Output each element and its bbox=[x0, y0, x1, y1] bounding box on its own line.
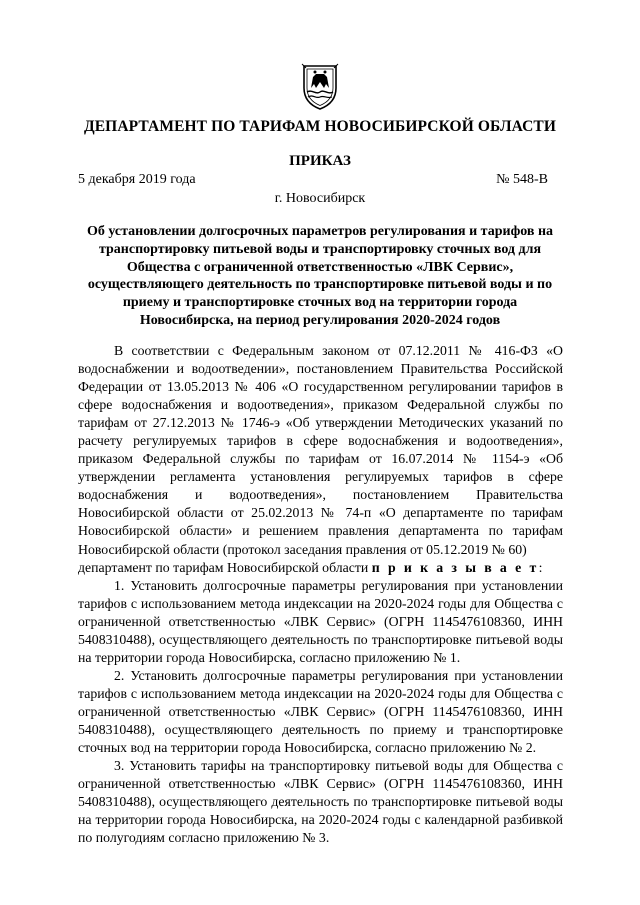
document-type: ПРИКАЗ bbox=[289, 153, 351, 169]
order-colon: : bbox=[538, 559, 543, 575]
order-item-1: 1. Установить долгосрочные параметры регулирования при установлении тарифов с использованием метода индексации на 2020-2024 годы для Общества с ограниченной ответственностью «ЛВК Сервис» (ОГРН 1145476108360, ИНН 5408310488), осуществляющего деятельность по транспортировке питьевой воды на территории города Новосибирска, согласно приложению № 1. bbox=[78, 577, 563, 665]
document-date: 5 декабря 2019 года bbox=[78, 172, 196, 187]
department-name: ДЕПАРТАМЕНТ ПО ТАРИФАМ НОВОСИБИРСКОЙ ОБЛАСТИ bbox=[83, 118, 557, 135]
order-item-3: 3. Установить тарифы на транспортировку питьевой воды для Общества с ограниченной ответственностью «ЛВК Сервис» (ОГРН 1145476108360, ИНН 5408310488), осуществляющего деятельность по транспортировке питьевой воды на территории города Новосибирска, на 2020-2024 годы с календарной разбивкой по полугодиям согласно приложению № 3. bbox=[78, 758, 563, 846]
document-body bbox=[78, 342, 563, 847]
document-number: № 548-В bbox=[496, 172, 548, 187]
document-city: г. Новосибирск bbox=[274, 191, 366, 206]
order-word: п р и к а з ы в а е т bbox=[371, 559, 539, 575]
document-title: Об установлении долгосрочных параметров регулирования и тарифов на транспортировку питьевой воды и транспортировку сточных вод для Общества с ограниченной ответственностью «ЛВК Сервис», осуществляющего деятельность по транспортировке питьевой воды и по приему и транспортировке сточных вод на территории города Новосибирска, на период регулирования 2020-2024 годов bbox=[86, 224, 554, 328]
order-line bbox=[78, 559, 563, 577]
coat-of-arms-icon bbox=[300, 62, 340, 110]
order-lead: департамент по тарифам Новосибирской области bbox=[78, 559, 369, 575]
preamble-paragraph: В соответствии с Федеральным законом от 07.12.2011 № 416-ФЗ «О водоснабжении и водоотведении», постановлением Правительства Российской Федерации от 13.05.2013 № 406 «О государственном регулировании тарифов в сфере водоснабжения и водоотведения», приказом Федеральной службы по тарифам от 27.12.2013 № 1746-э «Об утверждении Методических указаний по расчету регулируемых тарифов в сфере водоснабжения и водоотведения», приказом Федеральной службы по тарифам от 16.07.2014 № 1154-э «Об утверждении регламента установления регулируемых тарифов в сфере водоснабжения и водоотведения», постановлением Правительства Новосибирской области от 25.02.2013 № 74-п «О департаменте по тарифам Новосибирской области» и решением правления департамента по тарифам Новосибирской области (протокол заседания правления от 05.12.2019 № 60) bbox=[78, 343, 563, 557]
order-item-2: 2. Установить долгосрочные параметры регулирования при установлении тарифов с использованием метода индексации на 2020-2024 годы для Общества с ограниченной ответственностью «ЛВК Сервис» (ОГРН 1145476108360, ИНН 5408310488), осуществляющего деятельность по приему и транспортировке сточных вод на территории города Новосибирска, согласно приложению № 2. bbox=[78, 667, 563, 756]
